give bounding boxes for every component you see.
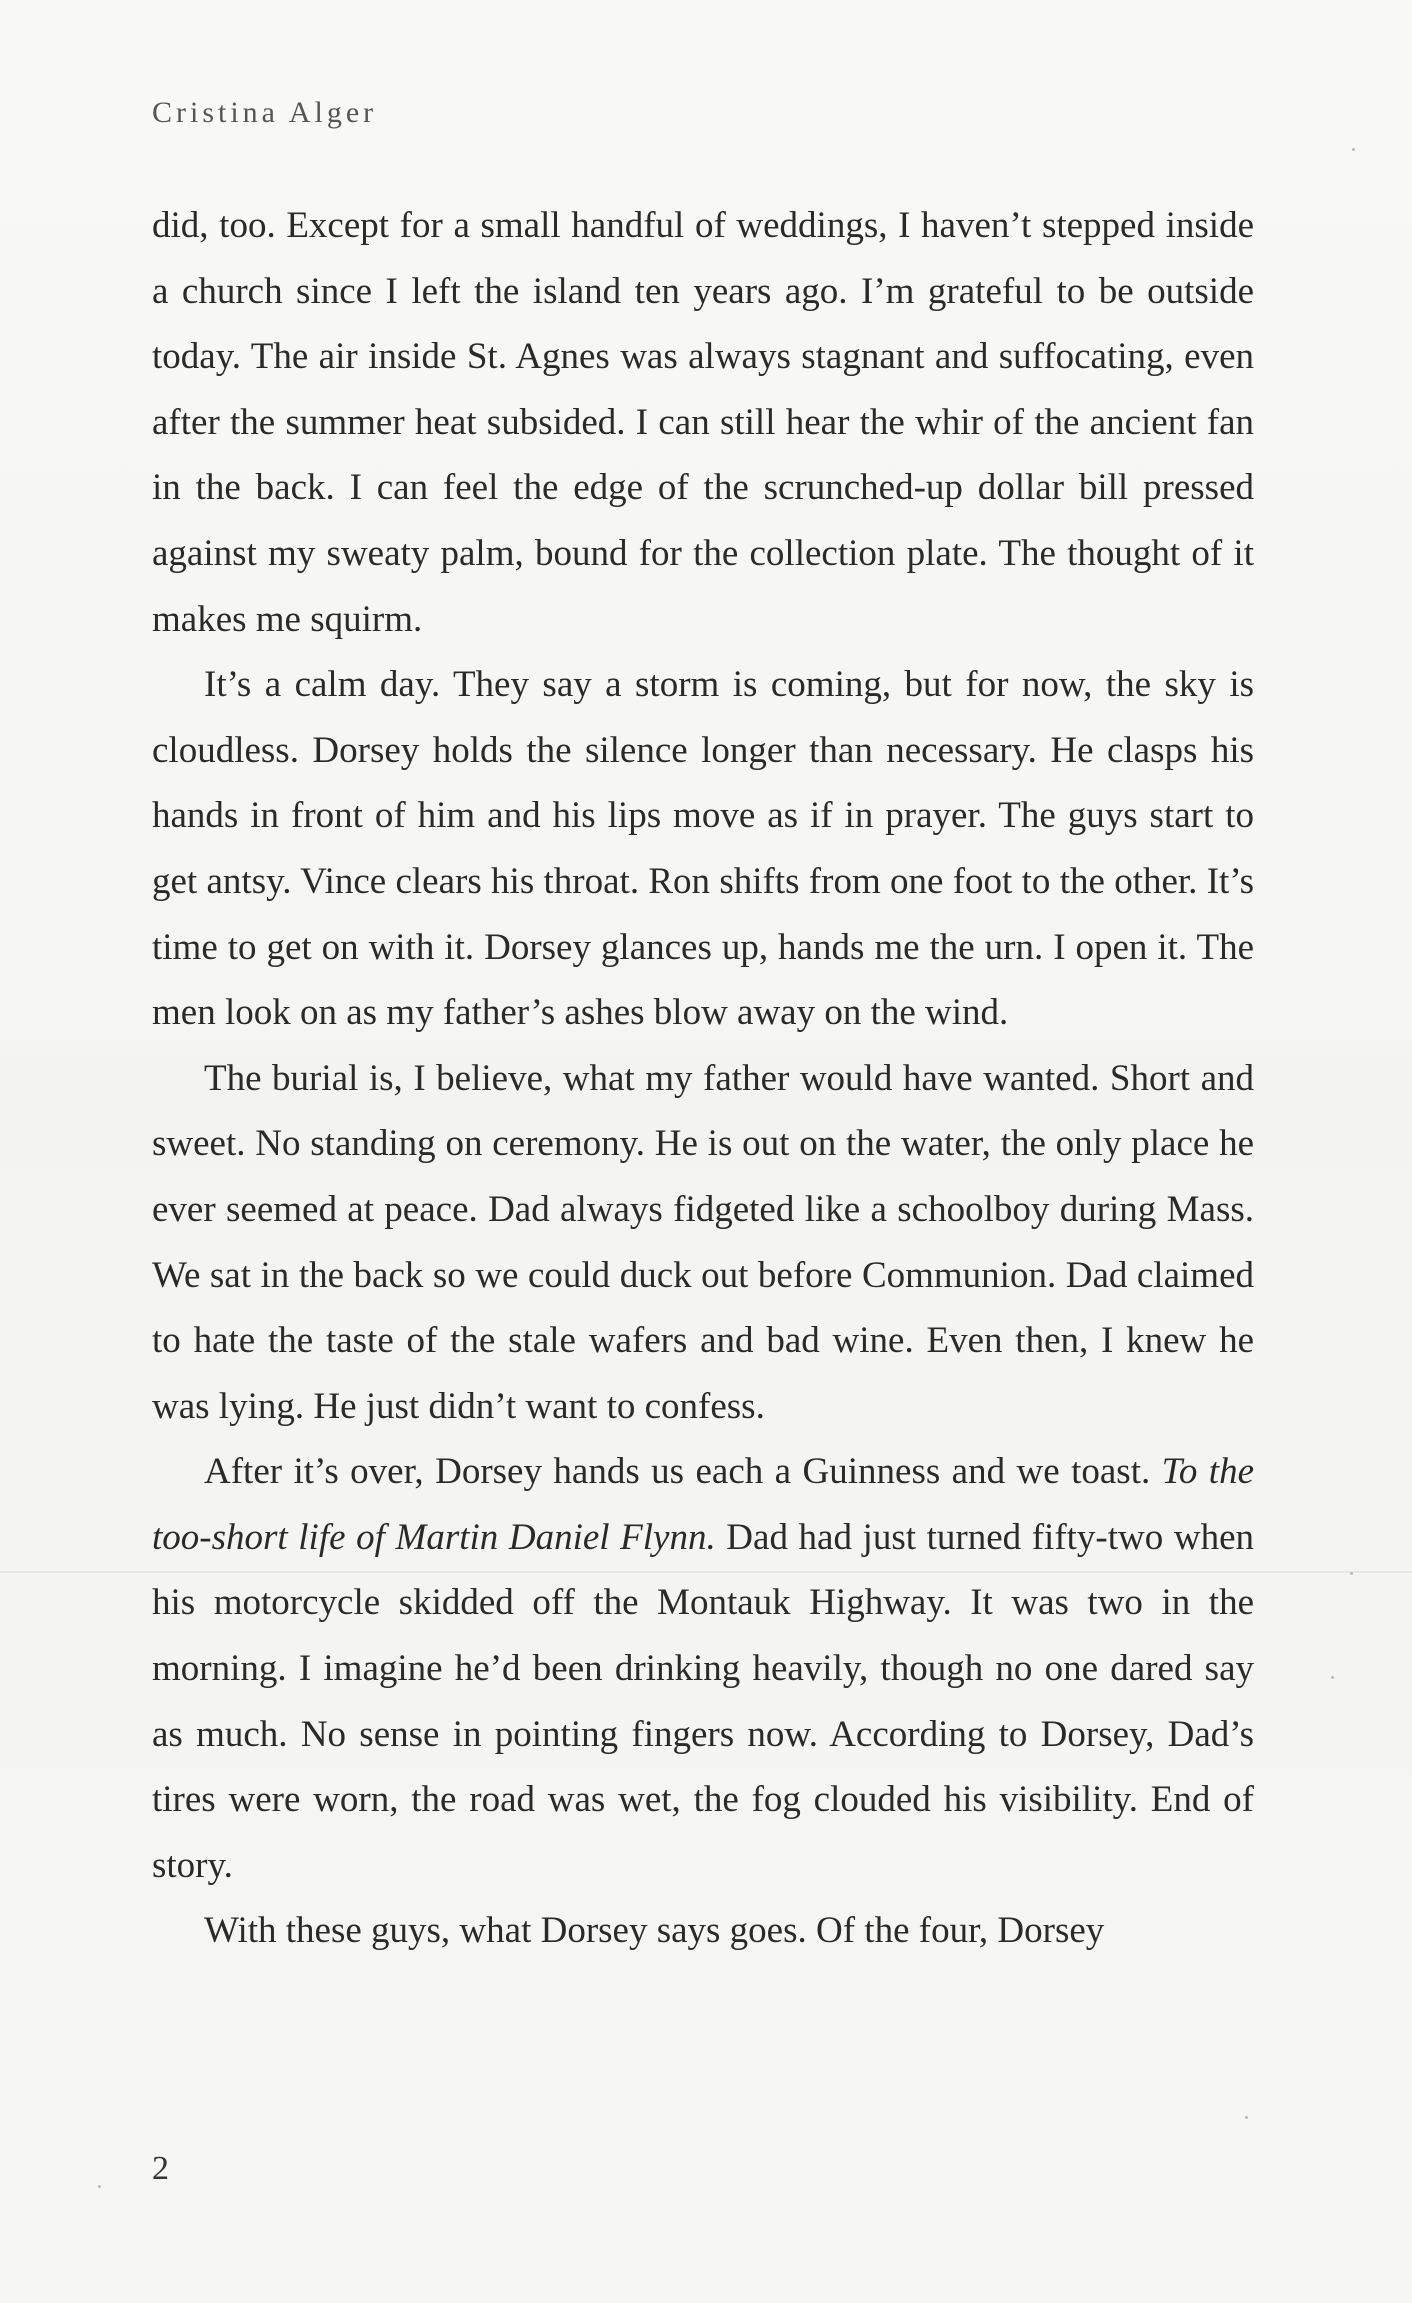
paragraph-5: With these guys, what Dorsey says goes. Of the four, Dorsey (204, 1910, 1105, 1952)
scan-speck (98, 2185, 101, 2188)
scan-speck (1350, 1572, 1353, 1575)
scan-speck (1331, 1676, 1334, 1679)
body-text (152, 193, 1254, 1964)
scan-speck (1245, 2116, 1248, 2119)
page-number: 2 (152, 2150, 169, 2187)
paragraph-3: The burial is, I believe, what my father would have wanted. Short and sweet. No standing on ceremony. He is out on the water, the only place he ever seemed at peace. Dad always fidgeted like a schoolboy during Mass. We sat in the back so we could duck out before Communion. Dad claimed to hate the taste of the stale wafers and bad wine. Even then, I knew he was lying. He just didn’t want to confess. (152, 1057, 1254, 1427)
running-head-author: Cristina Alger (152, 96, 378, 129)
paragraph-4 (152, 1439, 1254, 1898)
paragraph-4-rest: Dad had just turned fifty-two when his motorcycle skidded off the Montauk Highway. It was two in the morning. I imagine he’d been drinking heavily, though no one dared say as much. No sense in pointing fingers now. According to Dorsey, Dad’s tires were worn, the road was wet, the fog clouded his visibility. End of story. (152, 1516, 1254, 1886)
paragraph-4-lead: After it’s over, Dorsey hands us each a Guinness and we toast. (204, 1451, 1162, 1493)
toast-italic: To the too-short life of Martin Daniel Flynn. (152, 1451, 1254, 1558)
paragraph-2: It’s a calm day. They say a storm is coming, but for now, the sky is cloudless. Dorsey holds the silence longer than necessary. He clasps his hands in front of him and his lips move as if in prayer. The guys start to get antsy. Vince clears his throat. Ron shifts from one foot to the other. It’s time to get on with it. Dorsey glances up, hands me the urn. I open it. The men look on as my father’s ashes blow away on the wind. (152, 664, 1254, 1034)
paragraph-1: did, too. Except for a small handful of weddings, I haven’t stepped inside a church since I left the island ten years ago. I’m grateful to be outside today. The air inside St. Agnes was always stagnant and suffocating, even after the summer heat subsided. I can still hear the whir of the ancient fan in the back. I can feel the edge of the scrunched-up dollar bill pressed against my sweaty palm, bound for the collection plate. The thought of it makes me squirm. (152, 205, 1254, 640)
scan-speck (1352, 148, 1355, 151)
